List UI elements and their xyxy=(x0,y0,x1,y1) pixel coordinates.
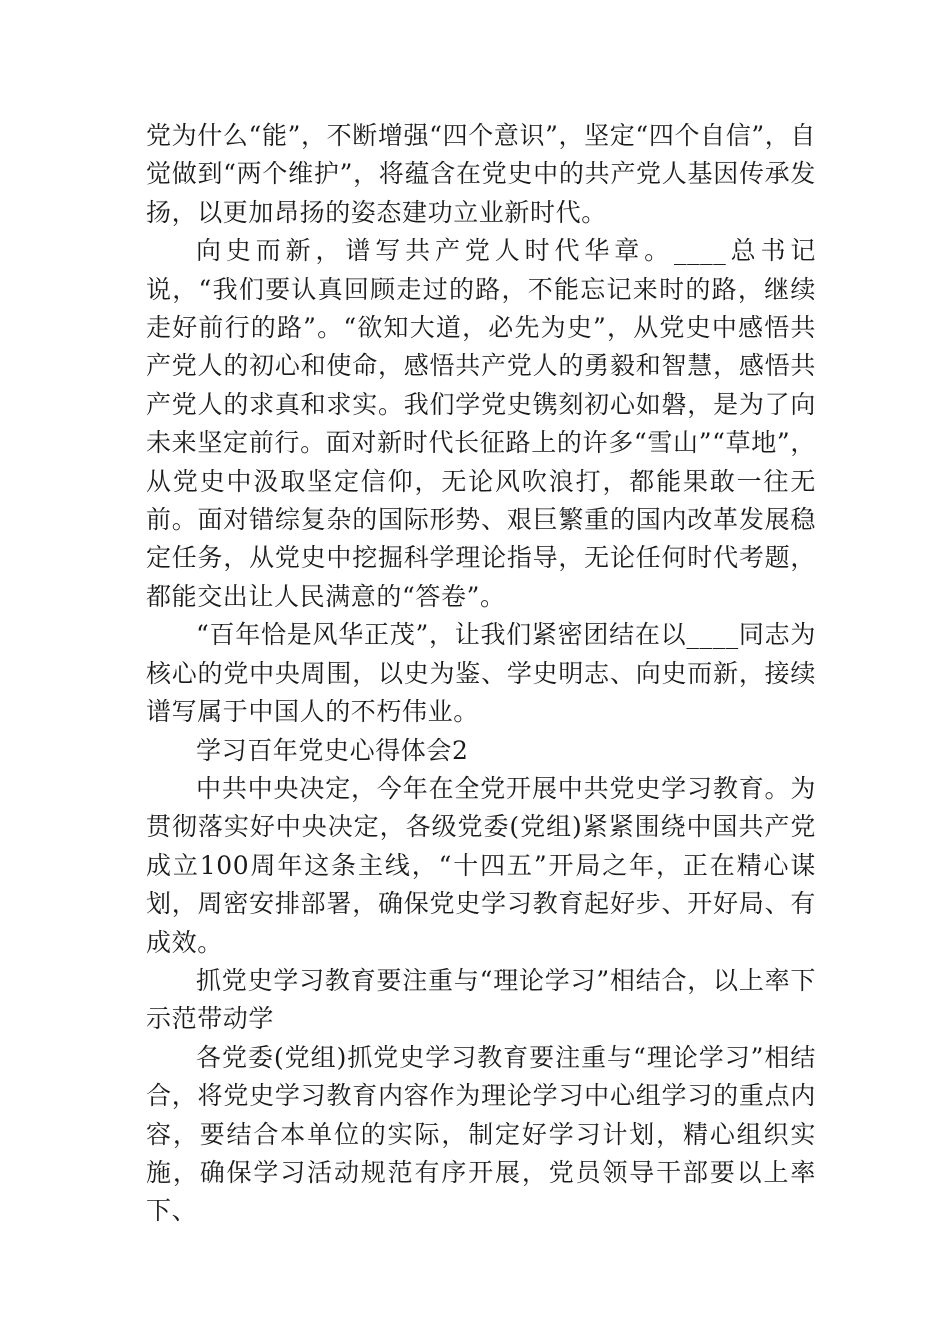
paragraph-1: 党为什么“能”，不断增强“四个意识”，坚定“四个自信”，自觉做到“两个维护”，将蕴含在党史中的共产党人基因传承发扬，以更加昂扬的姿态建功立业新时代。 xyxy=(146,121,816,227)
paragraph-3: “百年恰是风华正茂”，让我们紧密团结在以____同志为核心的党中央周围，以史为鉴、学史明志、向史而新，接续谱写属于中国人的不朽伟业。 xyxy=(146,620,816,727)
paragraph-2: 向史而新，谱写共产党人时代华章。____总书记说，“我们要认真回顾走过的路，不能忘记来时的路，继续走好前行的路”。“欲知大道，必先为史”，从党史中感悟共产党人的初心和使命，感悟共产党人的勇毅和智慧，感悟共产党人的求真和求实。我们学党史镌刻初心如磐，是为了向未来坚定前行。面对新时代长征路上的许多“雪山”“草地”，从党史中汲取坚定信仰，无论风吹浪打，都能果敢一往无前。面对错综复杂的国际形势、艰巨繁重的国内改革发展稳定任务，从党史中挖掘科学理论指导，无论任何时代考题，都能交出让人民满意的“答卷”。 xyxy=(146,236,816,611)
document-page xyxy=(146,117,816,1231)
section-heading: 学习百年党史心得体会2 xyxy=(196,735,469,765)
paragraph-6: 各党委(党组)抓党史学习教育要注重与“理论学习”相结合，将党史学习教育内容作为理论学习中心组学习的重点内容，要结合本单位的实际，制定好学习计划，精心组织实施，确保学习活动规范有序开展，党员领导干部要以上率下、 xyxy=(146,1042,816,1226)
paragraph-5: 抓党史学习教育要注重与“理论学习”相结合，以上率下示范带动学 xyxy=(146,965,816,1034)
paragraph-4: 中共中央决定，今年在全党开展中共党史学习教育。为贯彻落实好中央决定，各级党委(党组)紧紧围绕中国共产党成立100周年这条主线，“十四五”开局之年，正在精心谋划，周密安排部署，确保党史学习教育起好步、开好局、有成效。 xyxy=(146,773,816,957)
